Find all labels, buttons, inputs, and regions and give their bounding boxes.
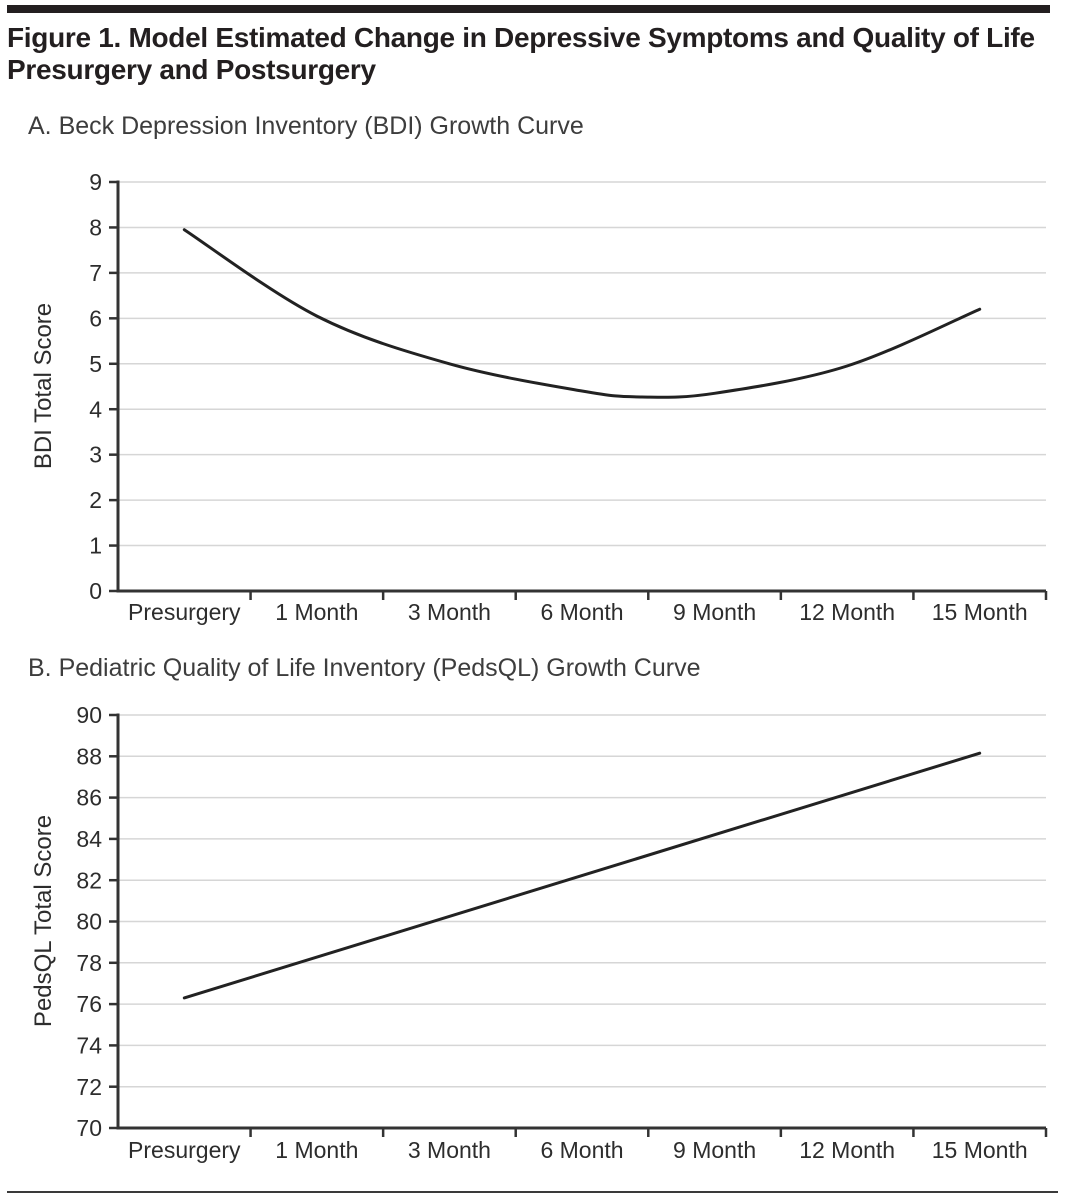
y-tick-label: 7	[89, 259, 102, 286]
y-tick-label: 90	[76, 702, 102, 729]
chart-b-y-axis-label: PedsQL Total Score	[30, 814, 57, 1028]
x-tick-label: Presurgery	[128, 599, 241, 625]
x-tick-label: 15 Month	[931, 1137, 1028, 1163]
y-tick-label: 6	[89, 305, 102, 332]
y-tick-label: 2	[89, 487, 102, 514]
y-tick-label: 1	[89, 532, 102, 559]
bottom-rule	[7, 1191, 1058, 1193]
y-tick-label: 5	[89, 350, 102, 377]
y-tick-label: 9	[89, 169, 102, 196]
top-rule	[7, 5, 1050, 13]
y-tick-label: 80	[76, 908, 102, 935]
y-tick-label: 76	[76, 991, 102, 1018]
x-tick-label: 3 Month	[407, 1137, 491, 1163]
x-tick-label: 9 Month	[673, 599, 757, 625]
chart-b-pedsql-growth-curve	[0, 685, 1066, 1180]
y-tick-label: 82	[76, 867, 102, 894]
y-tick-label: 74	[76, 1032, 102, 1059]
y-tick-label: 78	[76, 949, 102, 976]
y-tick-label: 70	[76, 1115, 102, 1142]
figure-title-line1: Figure 1. Model Estimated Change in Depressive Symptoms and Quality of Life	[7, 22, 1035, 53]
y-tick-label: 3	[89, 441, 102, 468]
figure-title-line2: Presurgery and Postsurgery	[7, 54, 376, 85]
x-tick-label: 15 Month	[931, 599, 1028, 625]
x-tick-label: 12 Month	[799, 599, 896, 625]
figure-title	[7, 22, 1035, 86]
series-line	[184, 753, 979, 998]
panel-a-title: A. Beck Depression Inventory (BDI) Growth Curve	[28, 112, 584, 140]
x-tick-label: Presurgery	[128, 1137, 241, 1163]
y-tick-label: 86	[76, 784, 102, 811]
x-tick-label: 1 Month	[275, 1137, 359, 1163]
x-tick-label: 6 Month	[540, 599, 624, 625]
chart-a-y-axis-label: BDI Total Score	[30, 302, 57, 470]
x-tick-label: 1 Month	[275, 599, 359, 625]
x-tick-label: 3 Month	[407, 599, 491, 625]
y-tick-label: 84	[76, 825, 102, 852]
x-tick-label: 9 Month	[673, 1137, 757, 1163]
x-tick-label: 6 Month	[540, 1137, 624, 1163]
panel-b-title: B. Pediatric Quality of Life Inventory (PedsQL) Growth Curve	[28, 654, 701, 682]
y-tick-label: 88	[76, 743, 102, 770]
y-tick-label: 4	[89, 396, 102, 423]
x-tick-label: 12 Month	[799, 1137, 896, 1163]
series-line	[184, 230, 979, 398]
y-tick-label: 0	[89, 578, 102, 605]
y-tick-label: 72	[76, 1073, 102, 1100]
y-tick-label: 8	[89, 214, 102, 241]
chart-a-bdi-growth-curve	[0, 150, 1066, 645]
